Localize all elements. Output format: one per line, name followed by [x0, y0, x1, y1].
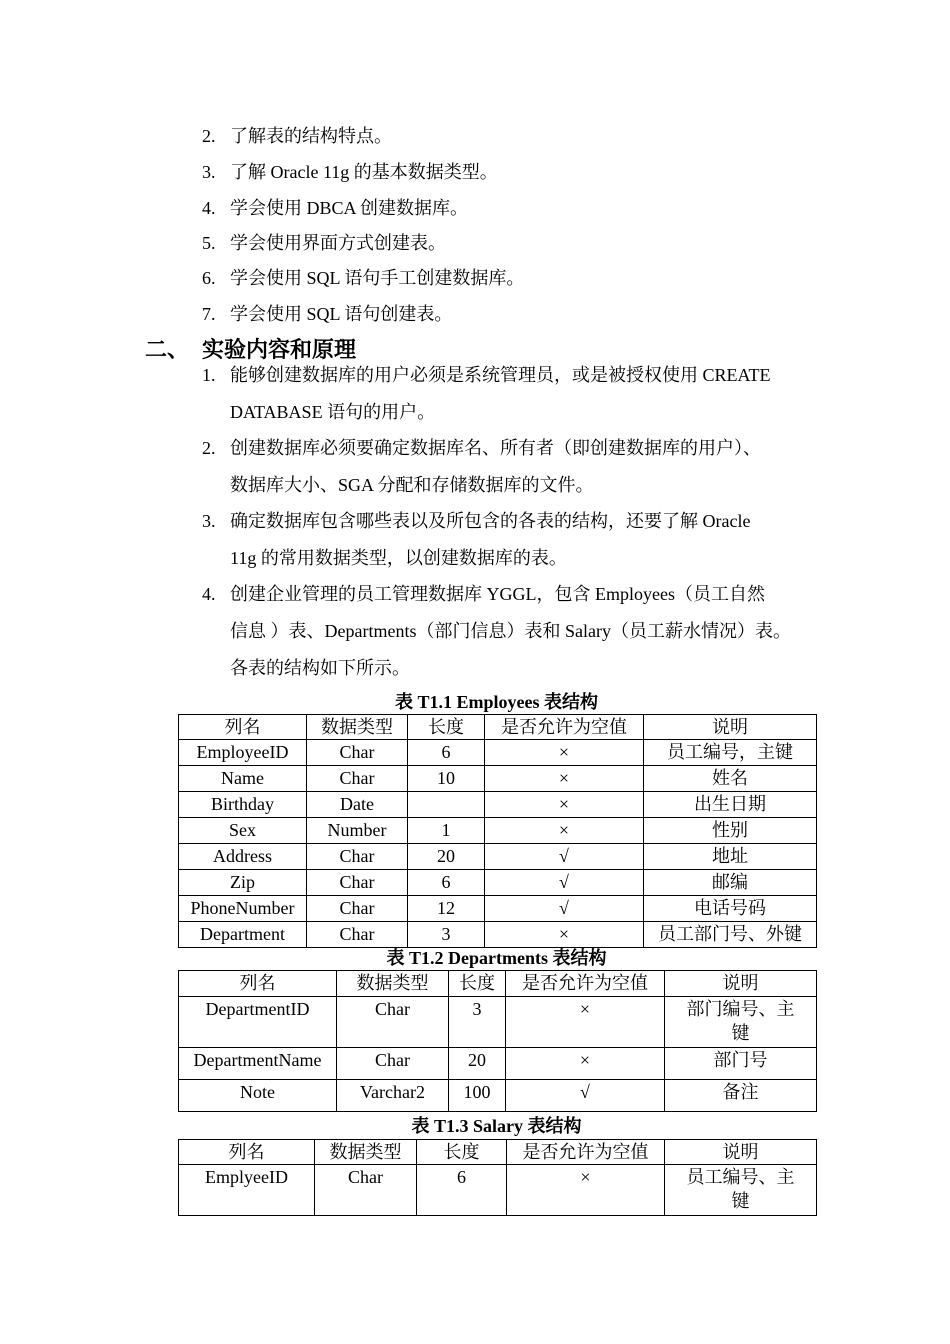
- table-cell: 地址: [644, 844, 817, 870]
- column-header: 长度: [417, 1140, 507, 1165]
- table-cell: 邮编: [644, 870, 817, 896]
- table-header-row: [179, 1140, 817, 1165]
- table-cell: 100: [449, 1080, 506, 1112]
- column-header: 说明: [665, 1140, 817, 1165]
- table-cell: 1: [408, 818, 485, 844]
- table-cell: ×: [506, 1048, 665, 1080]
- table-cell: √: [485, 896, 644, 922]
- table-cell: Number: [307, 818, 408, 844]
- table-row: [179, 997, 817, 1048]
- table-row: [179, 870, 817, 896]
- salary-table: [178, 1139, 817, 1216]
- table-cell: 6: [417, 1165, 507, 1216]
- table-cell: 员工部门号、外键: [644, 922, 817, 948]
- table-cell: Note: [179, 1080, 337, 1112]
- table-cell: Char: [307, 844, 408, 870]
- table-cell: 部门号: [665, 1048, 817, 1080]
- table-row: [179, 766, 817, 792]
- table-cell: Birthday: [179, 792, 307, 818]
- column-header: 列名: [179, 971, 337, 997]
- table-cell: ×: [506, 997, 665, 1048]
- list-text: 创建数据库必须要确定数据库名、所有者（即创建数据库的用户）、: [230, 438, 761, 458]
- table-cell: Name: [179, 766, 307, 792]
- table-cell: 6: [408, 870, 485, 896]
- table-row: [179, 922, 817, 948]
- table-cell: 出生日期: [644, 792, 817, 818]
- list-number: 4.: [202, 198, 216, 218]
- column-header: 长度: [408, 715, 485, 740]
- table-row: [179, 1165, 817, 1216]
- table-cell: Char: [307, 870, 408, 896]
- table-cell: ×: [485, 792, 644, 818]
- table-header-row: [179, 715, 817, 740]
- table-cell: 电话号码: [644, 896, 817, 922]
- table-cell: EmplyeeID: [179, 1165, 315, 1216]
- list-text: 学会使用 DBCA 创建数据库。: [230, 198, 469, 218]
- list-text: DATABASE 语句的用户。: [230, 402, 436, 422]
- list-number: 5.: [202, 233, 216, 253]
- table-cell: Char: [315, 1165, 417, 1216]
- list-text: 数据库大小、SGA 分配和存储数据库的文件。: [230, 475, 594, 495]
- table-cell: DepartmentName: [179, 1048, 337, 1080]
- list-text: 学会使用 SQL 语句创建表。: [230, 304, 453, 324]
- list-text: 确定数据库包含哪些表以及所包含的各表的结构，还要了解 Oracle: [230, 511, 751, 531]
- list-number: 6.: [202, 268, 216, 288]
- table-cell: Sex: [179, 818, 307, 844]
- table-cell: 部门编号、主键: [665, 997, 817, 1048]
- column-header: 是否允许为空值: [507, 1140, 665, 1165]
- column-header: 列名: [179, 1140, 315, 1165]
- column-header: 是否允许为空值: [506, 971, 665, 997]
- table-cell: Varchar2: [337, 1080, 449, 1112]
- list-number: 3.: [202, 511, 216, 531]
- column-header: 数据类型: [307, 715, 408, 740]
- section-heading-number: 二、: [145, 337, 190, 362]
- table-row: [179, 844, 817, 870]
- table-cell: [408, 792, 485, 818]
- table-cell: 员工编号，主键: [644, 740, 817, 766]
- table-cell: ×: [507, 1165, 665, 1216]
- table-cell: Department: [179, 922, 307, 948]
- table-caption: 表 T1.1 Employees 表结构: [394, 692, 598, 712]
- table-cell: 员工编号、主键: [665, 1165, 817, 1216]
- table-cell: 姓名: [644, 766, 817, 792]
- table-cell: 备注: [665, 1080, 817, 1112]
- table-cell: Char: [307, 740, 408, 766]
- table-cell: Char: [307, 766, 408, 792]
- table-cell: √: [485, 870, 644, 896]
- table-cell: DepartmentID: [179, 997, 337, 1048]
- column-header: 数据类型: [315, 1140, 417, 1165]
- list-text: 11g 的常用数据类型，以创建数据库的表。: [230, 548, 567, 568]
- list-number: 4.: [202, 584, 216, 604]
- table-cell: 3: [408, 922, 485, 948]
- table-row: [179, 1080, 817, 1112]
- table-row: [179, 1048, 817, 1080]
- column-header: 长度: [449, 971, 506, 997]
- table-cell: 20: [449, 1048, 506, 1080]
- table-cell: 12: [408, 896, 485, 922]
- table-cell: ×: [485, 740, 644, 766]
- section-heading-title: 实验内容和原理: [202, 337, 357, 362]
- list-text: 信息 ）表、Departments（部门信息）表和 Salary（员工薪水情况）表。: [230, 621, 791, 641]
- table-cell: Char: [307, 896, 408, 922]
- column-header: 说明: [665, 971, 817, 997]
- table-cell: 10: [408, 766, 485, 792]
- list-text: 了解表的结构特点。: [230, 126, 392, 146]
- list-text: 了解 Oracle 11g 的基本数据类型。: [230, 162, 498, 182]
- table-cell: ×: [485, 766, 644, 792]
- table-row: [179, 792, 817, 818]
- table-caption: 表 T1.2 Departments 表结构: [386, 948, 607, 968]
- table-header-row: [179, 971, 817, 997]
- column-header: 列名: [179, 715, 307, 740]
- table-cell: EmployeeID: [179, 740, 307, 766]
- table-cell: 3: [449, 997, 506, 1048]
- table-cell: Char: [307, 922, 408, 948]
- table-cell: √: [485, 844, 644, 870]
- table-cell: Address: [179, 844, 307, 870]
- table-cell: PhoneNumber: [179, 896, 307, 922]
- list-text: 学会使用界面方式创建表。: [230, 233, 446, 253]
- column-header: 是否允许为空值: [485, 715, 644, 740]
- table-cell: Char: [337, 1048, 449, 1080]
- list-text: 创建企业管理的员工管理数据库 YGGL，包含 Employees（员工自然: [230, 584, 765, 604]
- table-row: [179, 896, 817, 922]
- list-number: 2.: [202, 438, 216, 458]
- list-text: 能够创建数据库的用户必须是系统管理员，或是被授权使用 CREATE: [230, 365, 771, 385]
- table-cell: ×: [485, 818, 644, 844]
- table-row: [179, 740, 817, 766]
- table-cell: 20: [408, 844, 485, 870]
- table-cell: 性别: [644, 818, 817, 844]
- table-row: [179, 818, 817, 844]
- table-caption: 表 T1.3 Salary 表结构: [411, 1116, 582, 1136]
- list-text: 学会使用 SQL 语句手工创建数据库。: [230, 268, 525, 288]
- list-number: 3.: [202, 162, 216, 182]
- table-cell: Date: [307, 792, 408, 818]
- column-header: 说明: [644, 715, 817, 740]
- table-cell: Zip: [179, 870, 307, 896]
- list-number: 7.: [202, 304, 216, 324]
- table-cell: ×: [485, 922, 644, 948]
- column-header: 数据类型: [337, 971, 449, 997]
- list-text: 各表的结构如下所示。: [230, 658, 410, 678]
- departments-table: [178, 970, 817, 1112]
- employees-table: [178, 714, 817, 948]
- table-cell: √: [506, 1080, 665, 1112]
- table-cell: Char: [337, 997, 449, 1048]
- list-number: 1.: [202, 365, 216, 385]
- table-cell: 6: [408, 740, 485, 766]
- list-number: 2.: [202, 126, 216, 146]
